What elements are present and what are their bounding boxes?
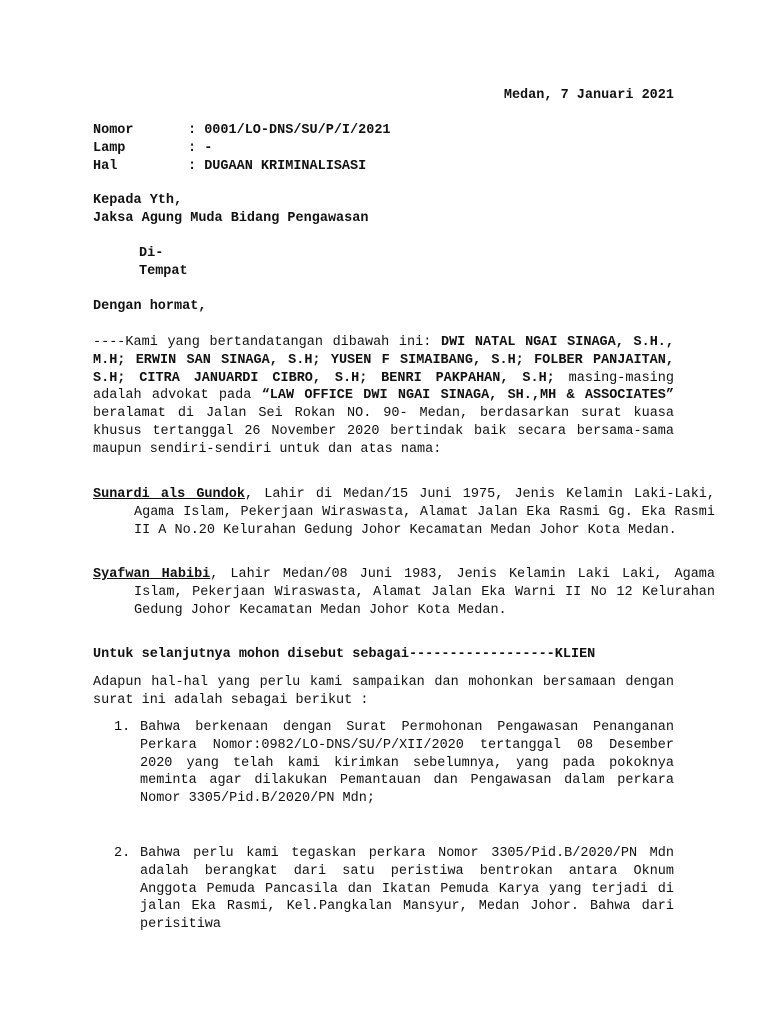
party-details: , Lahir di Medan/15 Juni 1975, Jenis Kelamin Laki-Laki, Agama Islam, Pekerjaan Wiraswasta, Alamat Jalan Eka Rasmi Gg. Eka Rasmi II A No.20 Kelurahan Gedung Johor Kecamatan Medan Johor Kota Medan.	[134, 487, 716, 538]
meta-key: Nomor	[93, 123, 134, 138]
klien-line: Untuk selanjutnya mohon disebut sebagai------------------KLIEN	[93, 647, 596, 662]
place-line-1: Di-	[139, 246, 164, 261]
party-name: Syafwan Habibi	[93, 567, 211, 582]
list-item-text: Bahwa perlu kami tegaskan perkara Nomor 3305/Pid.B/2020/PN Mdn adalah berangkat dari satu peristiwa bentrokan antara Oknum Anggota Pemuda Pancasila dan Ikatan Pemuda Karya yang terjadi di jalan Eka Rasmi, Kel.Pangkalan Mansyur, Medan Johor. Bahwa dari perisitiwa	[140, 846, 674, 933]
meta-key: Lamp	[93, 140, 126, 156]
list-item	[114, 845, 674, 934]
meta-row-nomor	[93, 122, 391, 140]
list-item-number: 1.	[114, 720, 131, 735]
recipient-salutation: Kepada Yth,	[93, 193, 183, 208]
law-office-name: “LAW OFFICE DWI NGAI SINAGA, SH.,MH & ASSOCIATES”	[261, 388, 675, 404]
list-item-number: 2.	[114, 846, 131, 861]
party-details: , Lahir Medan/08 Juni 1983, Jenis Kelamin Laki Laki, Agama Islam, Pekerjaan Wiraswasta, Alamat Jalan Eka Warni II No 12 Kelurahan Gedung Johor Kecamatan Medan Johor Kota Medan.	[134, 567, 715, 618]
intro-suffix: beralamat di Jalan Sei Rokan NO. 90- Medan, berdasarkan surat kuasa khusus tertanggal 26 November 2020 bertindak baik secara bersama-sama maupun sendiri-sendiri untuk dan atas nama:	[93, 406, 674, 457]
party-2	[93, 566, 715, 619]
list-item-text: Bahwa berkenaan dengan Surat Permohonan Pengawasan Penanganan Perkara Nomor:0982/LO-DNS/SU/P/XII/2020 tertanggal 08 Desember 2020 yang telah kami kirimkan sebelumnya, yang pada pokoknya meminta agar dilakukan Pemantauan dan Pengawasan dalam perkara Nomor 3305/Pid.B/2020/PN Mdn;	[140, 720, 674, 807]
recipient-block	[93, 192, 368, 228]
party-1	[93, 486, 715, 539]
meta-value: : DUGAAN KRIMINALISASI	[188, 158, 367, 174]
intro-prefix: ----Kami yang bertandatangan dibawah ini:	[93, 335, 441, 350]
meta-row-hal	[93, 158, 391, 176]
meta-key: Hal	[93, 158, 118, 174]
greeting: Dengan hormat,	[93, 299, 207, 314]
letter-date: Medan, 7 Januari 2021	[503, 88, 674, 103]
adapun-paragraph: Adapun hal-hal yang perlu kami sampaikan dan mohonkan bersamaan dengan surat ini adalah sebagai berikut :	[93, 675, 674, 708]
party-name: Sunardi als Gundok	[93, 487, 245, 502]
advocate-names: DWI NATAL NGAI SINAGA, S.H., M.H; ERWIN SAN SINAGA, S.H; YUSEN F SIMAIBANG, S.H; FOLBER PANJAITAN, S.H; CITRA JANUARDI CIBRO, S.H; BENRI PAKPAHAN, S.H;	[93, 335, 674, 386]
list-item	[114, 719, 674, 808]
intro-middle: masing-masing adalah advokat pada	[93, 370, 674, 404]
place-line-2: Tempat	[139, 263, 188, 279]
meta-value: : 0001/LO-DNS/SU/P/I/2021	[188, 123, 391, 138]
meta-row-lamp	[93, 140, 391, 158]
recipient-name: Jaksa Agung Muda Bidang Pengawasan	[93, 210, 369, 226]
recipient-place	[139, 245, 188, 281]
letter-meta	[93, 122, 391, 175]
meta-value: : -	[188, 140, 213, 156]
intro-paragraph	[93, 334, 674, 459]
